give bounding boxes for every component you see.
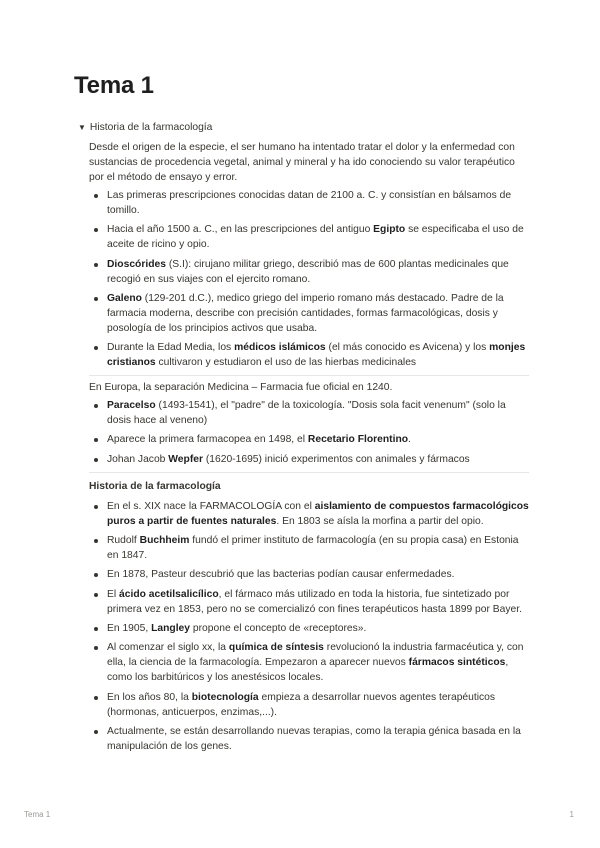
bold-text: Galeno — [107, 292, 142, 304]
text-segment: propone el concepto de «receptores». — [190, 622, 367, 634]
toggle-triangle-icon[interactable]: ▼ — [78, 123, 86, 132]
bold-text: Egipto — [373, 224, 406, 236]
list-item — [89, 452, 529, 467]
text-segment: Aparece la primera farmacopea en 1498, el — [107, 434, 308, 446]
bold-text: biotecnología — [191, 691, 259, 703]
bold-text: médicos islámicos — [234, 342, 326, 354]
bold-text: fármacos sintéticos — [408, 657, 506, 669]
bold-text: ácido acetilsalicílico — [119, 588, 219, 600]
bold-text: Langley — [151, 622, 191, 634]
text-segment: fundó el primer instituto de farmacología (en su propia casa) en Estonia en 1847. — [107, 535, 519, 562]
list-item — [89, 432, 529, 447]
list-item — [89, 533, 529, 563]
text-segment: Durante la Edad Media, los — [107, 342, 235, 354]
text-segment: empieza a desarrollar nuevos agentes terapéuticos (hormonas, anticuerpos, enzimas,...). — [107, 691, 496, 718]
list-item — [89, 587, 529, 617]
list-item — [89, 621, 529, 636]
text-segment: El — [107, 588, 120, 600]
europe-paragraph: En Europa, la separación Medicina – Farmacia fue oficial en 1240. — [89, 382, 393, 394]
text-segment: , el fármaco más utilizado en toda la historia, fue sintetizado por primera vez en 1853, pero no se comercializó con fines terapéuticos hasta 1899 por Bayer. — [107, 588, 522, 615]
text-segment: En 1878, Pasteur descubrió que las bacterias podían causar enfermedades. — [107, 569, 455, 581]
list-item — [89, 257, 529, 287]
text-segment: revolucionó la industria farmacéutica y, con ella, la ciencia de la farmacología. Empezaron a aparecer nuevos — [107, 642, 524, 669]
divider — [89, 472, 529, 473]
text-segment: . En 1803 se aísla la morfina a partir del opio. — [276, 515, 484, 527]
text-segment: . — [408, 434, 411, 446]
page-title: Tema 1 — [74, 72, 154, 99]
bold-text: Buchheim — [139, 535, 190, 547]
bold-text: Recetario Florentino — [307, 434, 409, 446]
text-segment: En el s. XIX nace la FARMACOLOGÍA con el — [107, 500, 315, 512]
text-segment: (S.I): cirujano militar griego, describió mas de 600 plantas medicinales que recogió en sus viajes con el ejercito romano. — [107, 258, 509, 285]
bold-text: Paracelso — [107, 400, 156, 412]
text-segment: (1493-1541), el "padre" de la toxicología. "Dosis sola facit venenum" (solo la dosis hace al veneno) — [107, 400, 506, 427]
bold-text: Wepfer — [168, 453, 203, 465]
bullet-list-europe — [89, 398, 529, 467]
text-segment: Al comenzar el siglo xx, la — [107, 642, 229, 654]
bold-text: química de síntesis — [228, 642, 324, 654]
footer-page-number: 1 — [569, 810, 574, 819]
footer-title: Tema 1 — [24, 810, 51, 819]
divider — [89, 375, 529, 376]
text-segment: En 1905, — [107, 622, 152, 634]
text-segment: cultivaron y estudiaron el uso de las hierbas medicinales — [155, 357, 417, 369]
text-segment: , como los barbitúricos y los anestésicos locales. — [107, 657, 509, 684]
bold-text: Dioscórides — [107, 258, 166, 270]
list-item — [89, 222, 529, 252]
section-heading: Historia de la farmacología — [89, 480, 221, 492]
intro-paragraph: Desde el origen de la especie, el ser humano ha intentado tratar el dolor y la enfermedad con sustancias de procedencia vegetal, animal y mineral y ha ido conociendo su valor terapéutico por el método de ensayo y error. — [89, 142, 515, 183]
text-segment: (129-201 d.C.), medico griego del imperio romano más destacado. Padre de la farmacia moderna, describe con precisión cantidades, formas farmacológicas, dosis y posología de los principios activos que usaba. — [107, 292, 504, 334]
text-segment: En los años 80, la — [107, 691, 192, 703]
text-segment: Johan Jacob — [107, 453, 169, 465]
text-segment: Actualmente, se están desarrollando nuevas terapias, como la terapia génica basada en la manipulación de los genes. — [107, 725, 521, 752]
bold-text: aislamiento de compuestos farmacológicos puros a partir de fuentes naturales — [107, 500, 529, 527]
text-segment: (1620-1695) inició experimentos con animales y fármacos — [202, 453, 470, 465]
bold-text: monjes cristianos — [107, 342, 526, 369]
toggle-history[interactable] — [78, 122, 212, 133]
bullet-list-origins — [89, 188, 529, 370]
list-item — [89, 188, 529, 218]
toggle-content — [89, 140, 529, 758]
list-item — [89, 690, 529, 720]
bullet-list-modern — [89, 499, 529, 754]
text-segment: Las primeras prescripciones conocidas datan de 2100 a. C. y consistían en bálsamos de tomillo. — [107, 190, 512, 216]
toggle-label: Historia de la farmacología — [89, 122, 213, 133]
list-item — [89, 567, 529, 582]
text-segment: (el más conocido es Avicena) y los — [325, 342, 490, 354]
list-item — [89, 340, 529, 370]
list-item — [89, 291, 529, 336]
list-item — [89, 640, 529, 685]
list-item — [89, 499, 529, 529]
text-segment: se especificaba el uso de aceite de ricino y opio. — [107, 224, 524, 251]
text-segment: Hacia el año 1500 a. C., en las prescripciones del antiguo — [107, 224, 374, 236]
list-item — [89, 398, 529, 428]
text-segment: Rudolf — [107, 535, 140, 547]
list-item — [89, 724, 529, 754]
